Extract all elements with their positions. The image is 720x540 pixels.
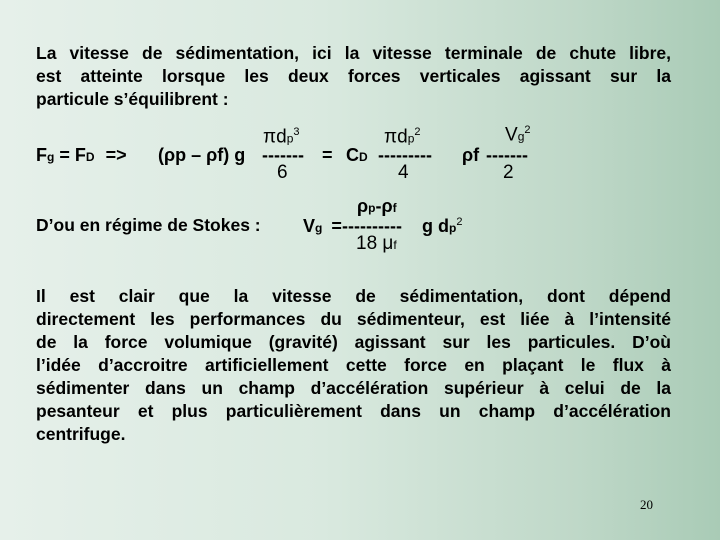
eq1-term1-fraction-bar: ------- — [262, 145, 304, 165]
explanation-line: centrifuge. — [36, 424, 126, 444]
eq1-drag-coefficient: CD — [346, 145, 368, 165]
eq1-term1-numerator: πdp$^3$ — [263, 126, 300, 148]
intro-line: est atteinte lorsque les deux forces verticales agissant sur la — [36, 66, 671, 86]
eq1-term2-denominator: 4 — [398, 162, 409, 183]
eq1-lhs: Fg = FD => — [36, 145, 127, 165]
eq1-term2-numerator: πdp$^2$ — [384, 126, 421, 148]
stokes-label: D’ou en régime de Stokes : — [36, 215, 261, 235]
eq1-rho-f: ρf — [462, 145, 480, 165]
intro-line: particule s’équilibrent : — [36, 89, 229, 109]
explanation-paragraph — [36, 285, 671, 446]
stokes-numerator: ρp-ρf — [357, 196, 397, 216]
stokes-fraction-bar: ---------- — [342, 216, 402, 236]
stokes-g-dp: g $dp^2$ — [422, 216, 463, 236]
explanation-line: Il est clair que la vitesse de sédimentation, dont dépend — [36, 286, 671, 306]
intro-line: La vitesse de sédimentation, ici la vitesse terminale de chute libre, — [36, 43, 671, 63]
eq1-term3-fraction-bar: ------- — [486, 145, 528, 165]
page-number: 20 — [640, 497, 653, 512]
explanation-line: de la force volumique (gravité) agissant sur les particules. D’où — [36, 332, 671, 352]
explanation-line: pesanteur et plus particulièrement dans un champ d’accélération — [36, 401, 671, 421]
eq1-rho-group: (ρp – ρf) g — [158, 145, 246, 165]
explanation-line: directement les performances du sédimenteur, est liée à l’intensité — [36, 309, 671, 329]
eq1-term3-numerator: Vg$^2$ — [505, 124, 531, 146]
eq1-term1-denominator: 6 — [277, 162, 288, 183]
intro-paragraph — [36, 42, 671, 111]
stokes-velocity: Vg = — [303, 216, 342, 236]
explanation-line: l’idée d’accroitre artificiellement cette force en plaçant le flux à — [36, 355, 671, 375]
explanation-line: sédimenter dans un champ d’accélération supérieur à celui de la — [36, 378, 671, 398]
eq1-term3-denominator: 2 — [503, 162, 514, 183]
eq1-term2-fraction-bar: --------- — [378, 145, 432, 165]
stokes-denominator: 18 μf — [356, 233, 397, 254]
eq1-equals: = — [322, 145, 333, 165]
